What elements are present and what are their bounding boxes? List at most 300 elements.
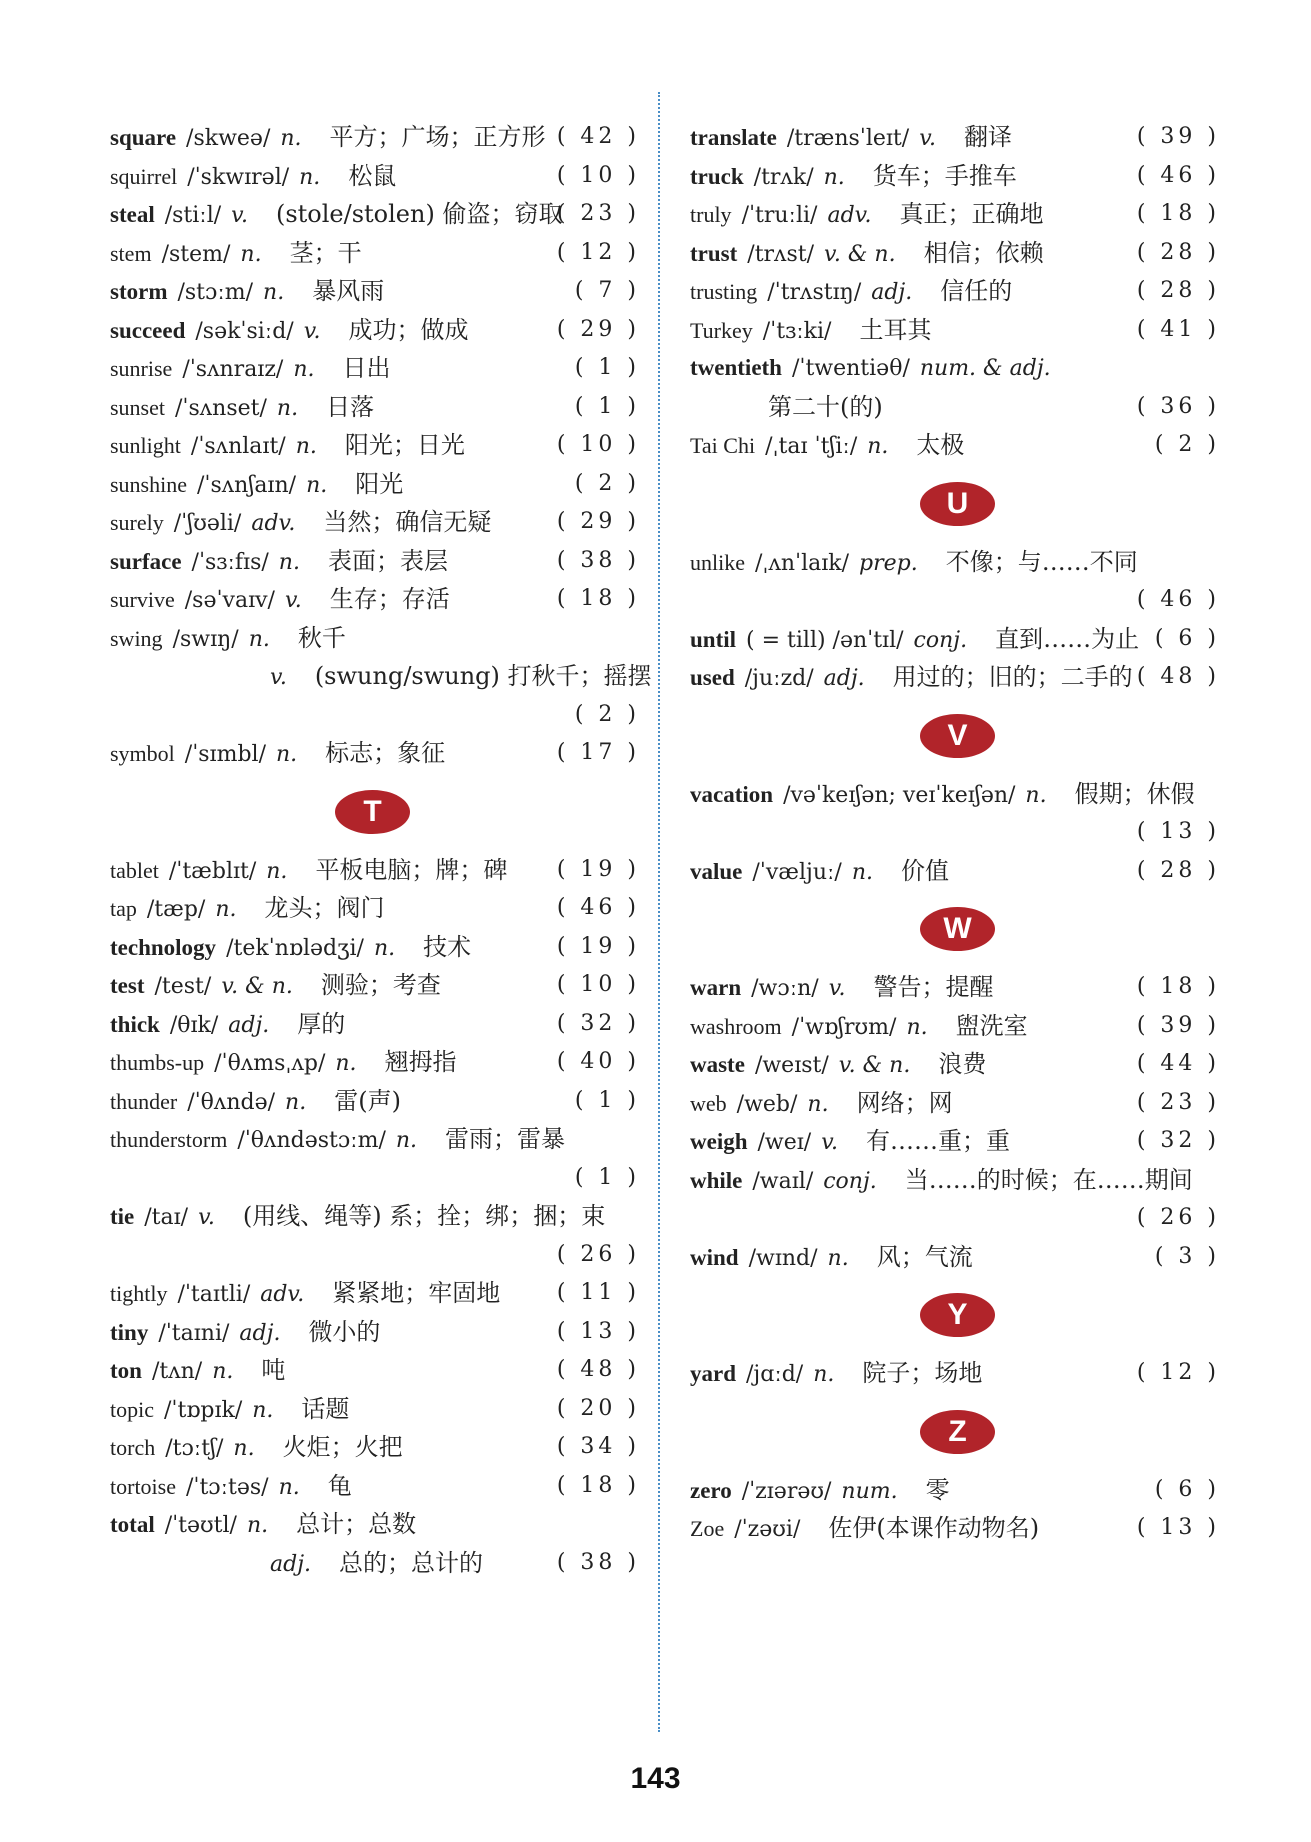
section-letter-badge: Z xyxy=(920,1410,995,1454)
glossary-entry xyxy=(690,1122,1220,1161)
entry-part-of-speech: n. xyxy=(278,1474,300,1500)
entry-word: truly xyxy=(690,202,732,227)
entry-phonetic: /test/ xyxy=(154,974,212,999)
entry-lesson-number: ( 34 ) xyxy=(556,1434,640,1459)
entry-meaning: 假期；休假 xyxy=(1074,779,1195,808)
entry-lesson-number: ( 46 ) xyxy=(1136,587,1220,612)
glossary-entry xyxy=(690,1509,1220,1548)
entry-part-of-speech: n. xyxy=(212,1359,234,1384)
entry-word: truck xyxy=(690,163,744,189)
glossary-entry-continuation xyxy=(110,657,652,696)
entry-phonetic: /ˈsɪmbl/ xyxy=(184,742,266,767)
entry-word: tie xyxy=(110,1204,135,1229)
entry-lesson-number: ( 48 ) xyxy=(556,1357,640,1382)
entry-lesson-number: ( 2 ) xyxy=(574,701,640,727)
glossary-entry xyxy=(110,1313,640,1352)
glossary-entry xyxy=(690,1045,1220,1084)
glossary-entry xyxy=(110,542,640,581)
entry-phonetic: /θɪk/ xyxy=(169,1012,219,1038)
entry-phonetic: /taɪ/ xyxy=(144,1205,189,1230)
entry-word: unlike xyxy=(690,549,745,575)
entry-word: washroom xyxy=(690,1013,782,1039)
entry-meaning: 风；气流 xyxy=(876,1242,973,1271)
entry-part-of-speech: n. xyxy=(280,126,302,151)
entry-phonetic: /swɪŋ/ xyxy=(172,626,239,652)
glossary-entry-continuation xyxy=(110,1236,640,1275)
entry-part-of-speech: n. xyxy=(278,549,300,575)
entry-word: sunset xyxy=(110,394,165,420)
entry-lesson-number: ( 32 ) xyxy=(556,1010,640,1036)
entry-meaning: 暴风雨 xyxy=(312,277,385,305)
entry-word: technology xyxy=(110,934,217,960)
entry-part-of-speech: n. xyxy=(266,858,288,884)
entry-part-of-speech: n. xyxy=(276,395,299,421)
entry-word: steal xyxy=(110,202,155,227)
glossary-entry xyxy=(110,1351,640,1390)
glossary-entry xyxy=(110,1082,640,1121)
entry-word: ton xyxy=(110,1358,142,1383)
entry-meaning: 表面；表层 xyxy=(327,546,448,575)
glossary-entry xyxy=(110,157,640,196)
entry-meaning: 松鼠 xyxy=(348,161,397,190)
glossary-entry xyxy=(110,1467,640,1506)
glossary-entry-continuation xyxy=(110,1544,640,1583)
entry-phonetic: /ˈzɪərəʊ/ xyxy=(741,1478,832,1504)
entry-word: survive xyxy=(110,587,175,612)
entry-meaning: (swung/swung) 打秋千；摇摆 xyxy=(314,662,652,690)
entry-meaning: 相信；依赖 xyxy=(923,238,1044,267)
entry-phonetic: /ˈsʌnset/ xyxy=(175,395,267,421)
entry-phonetic: /səkˈsiːd/ xyxy=(195,318,294,344)
entry-word: trust xyxy=(690,240,738,266)
entry-meaning: 浪费 xyxy=(938,1050,987,1078)
entry-word: wind xyxy=(690,1244,739,1270)
entry-word: value xyxy=(690,858,743,884)
entry-meaning: (stole/stolen) 偷盗；窃取 xyxy=(275,200,563,228)
entry-part-of-speech: n. xyxy=(306,472,328,498)
entry-word: tortoise xyxy=(110,1473,176,1499)
glossary-entry xyxy=(110,426,640,465)
glossary-entry xyxy=(690,311,1220,350)
glossary-entry-continuation xyxy=(110,1159,640,1198)
entry-lesson-number: ( 7 ) xyxy=(574,278,640,303)
glossary-entry xyxy=(690,349,1220,388)
entry-word: thick xyxy=(110,1011,160,1037)
entry-meaning: 阳光 xyxy=(355,469,404,498)
entry-meaning: 有……重；重 xyxy=(866,1127,1011,1155)
entry-phonetic: /tʌn/ xyxy=(151,1359,203,1384)
entry-meaning: 火炬；火把 xyxy=(282,1433,403,1461)
entry-part-of-speech: n. xyxy=(851,859,873,885)
entry-phonetic: /ˈθʌndəstɔːm/ xyxy=(237,1128,386,1153)
entry-part-of-speech: v. xyxy=(919,126,936,151)
entry-word: until xyxy=(690,626,737,652)
entry-word: tiny xyxy=(110,1319,149,1345)
entry-word: torch xyxy=(110,1435,156,1460)
glossary-entry xyxy=(110,580,640,619)
glossary-entry xyxy=(690,852,1220,891)
entry-word: topic xyxy=(110,1396,154,1422)
entry-phonetic: /ˈtruːli/ xyxy=(741,203,818,228)
glossary-entry xyxy=(110,465,640,504)
entry-part-of-speech: n. xyxy=(827,1245,849,1271)
glossary-entry xyxy=(110,195,640,234)
glossary-entry xyxy=(690,157,1220,196)
entry-meaning: 平方；广场；正方形 xyxy=(329,123,546,151)
entry-lesson-number: ( 1 ) xyxy=(574,393,640,419)
glossary-entry-continuation xyxy=(690,1199,1220,1238)
entry-meaning: 用过的；旧的；二手的 xyxy=(892,663,1133,691)
glossary-entry xyxy=(110,272,640,311)
glossary-entry xyxy=(690,1354,1220,1393)
entry-meaning: 紧紧地；牢固地 xyxy=(332,1279,501,1307)
entry-meaning: 院子；场地 xyxy=(862,1359,983,1387)
entry-part-of-speech: n. xyxy=(823,164,845,190)
entry-part-of-speech: n. xyxy=(395,1128,418,1153)
glossary-entry xyxy=(690,118,1220,157)
entry-lesson-number: ( 26 ) xyxy=(1136,1205,1220,1230)
entry-word: square xyxy=(110,125,177,150)
glossary-entry xyxy=(690,1238,1220,1277)
entry-meaning: 茎；干 xyxy=(289,238,362,267)
entry-lesson-number: ( 26 ) xyxy=(556,1241,640,1267)
entry-phonetic: /skweə/ xyxy=(186,126,271,151)
entry-part-of-speech: num. & adj. xyxy=(919,356,1051,381)
left-column xyxy=(110,118,652,1582)
entry-part-of-speech: adj. xyxy=(228,1012,270,1038)
glossary-entry xyxy=(110,851,640,890)
glossary-entry xyxy=(110,1274,640,1313)
entry-meaning: 总的；总计的 xyxy=(339,1548,484,1577)
section-letter-badge: U xyxy=(920,482,995,526)
glossary-entry xyxy=(110,388,640,427)
entry-word: storm xyxy=(110,279,168,304)
entry-word: Turkey xyxy=(690,317,753,343)
entry-phonetic: /waɪl/ xyxy=(752,1168,814,1194)
entry-lesson-number: ( 6 ) xyxy=(1154,1476,1220,1502)
entry-lesson-number: ( 1 ) xyxy=(574,1087,640,1113)
entry-part-of-speech: n. xyxy=(299,164,321,190)
entry-part-of-speech: n. xyxy=(295,434,317,459)
entry-phonetic: /ˈθʌndə/ xyxy=(187,1089,276,1115)
entry-word: web xyxy=(690,1090,727,1116)
entry-meaning: 货车；手推车 xyxy=(872,161,1017,190)
entry-part-of-speech: adv. xyxy=(260,1282,305,1307)
entry-meaning: 信任的 xyxy=(940,277,1013,305)
entry-meaning: 日落 xyxy=(326,392,375,421)
glossary-entry xyxy=(690,1471,1220,1510)
entry-lesson-number: ( 11 ) xyxy=(556,1280,640,1305)
section-header xyxy=(110,773,640,851)
glossary-entry xyxy=(690,1084,1220,1123)
entry-phonetic: /ˈtaɪtli/ xyxy=(177,1282,251,1307)
entry-lesson-number: ( 18 ) xyxy=(1136,201,1220,226)
entry-phonetic: /ˈtɜːki/ xyxy=(762,318,832,344)
entry-meaning: 吨 xyxy=(261,1356,286,1384)
entry-lesson-number: ( 13 ) xyxy=(556,1318,640,1344)
entry-phonetic: /juːzd/ xyxy=(744,666,814,691)
glossary-entry xyxy=(690,543,1220,582)
entry-part-of-speech: n. xyxy=(248,626,270,652)
entry-phonetic: /trʌst/ xyxy=(747,241,815,267)
glossary-entry xyxy=(110,234,640,273)
entry-part-of-speech: conj. xyxy=(823,1168,877,1194)
entry-lesson-number: ( 28 ) xyxy=(1136,239,1220,265)
entry-phonetic: /ˈvæljuː/ xyxy=(752,859,842,885)
entry-word: test xyxy=(110,973,145,998)
entry-meaning: 微小的 xyxy=(308,1317,381,1346)
glossary-entry xyxy=(110,1390,640,1429)
glossary-entry xyxy=(690,658,1220,697)
entry-word: twentieth xyxy=(690,355,782,380)
entry-meaning: 厚的 xyxy=(297,1009,346,1038)
entry-meaning: 龟 xyxy=(327,1471,352,1500)
entry-phonetic: /ˈtrʌstɪŋ/ xyxy=(767,280,862,305)
glossary-entry xyxy=(110,966,640,1005)
glossary-entry xyxy=(110,1428,640,1467)
entry-phonetic: /stɔːm/ xyxy=(177,280,254,305)
entry-lesson-number: ( 6 ) xyxy=(1154,625,1220,651)
entry-phonetic: /ˈtəʊtl/ xyxy=(164,1513,237,1538)
entry-word: squirrel xyxy=(110,163,178,189)
entry-phonetic: /tekˈnɒlədʒi/ xyxy=(226,935,364,961)
entry-phonetic: /tæp/ xyxy=(146,897,206,922)
entry-lesson-number: ( 39 ) xyxy=(1136,1012,1220,1038)
entry-part-of-speech: adj. xyxy=(239,1320,281,1346)
glossary-entry xyxy=(110,619,640,658)
glossary-entry xyxy=(690,1161,1220,1200)
entry-lesson-number: ( 10 ) xyxy=(556,972,640,997)
entry-meaning: 当然；确信无疑 xyxy=(323,508,492,536)
glossary-entry xyxy=(110,928,640,967)
glossary-entry xyxy=(110,1005,640,1044)
entry-word: trusting xyxy=(690,279,758,304)
entry-word: translate xyxy=(690,125,777,150)
entry-part-of-speech: n. xyxy=(275,742,298,767)
section-header xyxy=(690,465,1220,543)
entry-word: sunlight xyxy=(110,433,181,458)
entry-part-of-speech: n. xyxy=(240,241,262,267)
entry-part-of-speech: n. xyxy=(252,1397,274,1423)
entry-word: total xyxy=(110,1512,155,1537)
entry-lesson-number: ( 12 ) xyxy=(556,239,640,265)
entry-lesson-number: ( 3 ) xyxy=(1154,1243,1220,1269)
entry-lesson-number: ( 19 ) xyxy=(556,933,640,959)
entry-meaning: 零 xyxy=(925,1475,950,1504)
entry-part-of-speech: v. xyxy=(303,318,321,344)
entry-phonetic: /ˈsɜːfɪs/ xyxy=(191,549,269,575)
entry-lesson-number: ( 44 ) xyxy=(1136,1051,1220,1076)
entry-word: succeed xyxy=(110,317,186,343)
entry-phonetic: /wɔːn/ xyxy=(751,976,819,1001)
glossary-entry xyxy=(690,272,1220,311)
glossary-entry xyxy=(110,311,640,350)
entry-meaning: 警告；提醒 xyxy=(873,973,994,1001)
entry-meaning: 翘拇指 xyxy=(384,1048,457,1076)
entry-lesson-number: ( 28 ) xyxy=(1136,278,1220,303)
entry-lesson-number: ( 13 ) xyxy=(1136,1515,1220,1540)
entry-lesson-number: ( 1 ) xyxy=(574,1164,640,1190)
entry-phonetic: /səˈvaɪv/ xyxy=(184,588,275,613)
entry-part-of-speech: adj. xyxy=(871,280,913,305)
entry-phonetic: /ˈʃʊəli/ xyxy=(173,511,242,536)
entry-meaning: 直到……为止 xyxy=(995,624,1140,653)
entry-phonetic: /ˈsʌnraɪz/ xyxy=(182,357,284,382)
entry-meaning: 第二十(的) xyxy=(768,392,883,421)
entry-word: sunshine xyxy=(110,471,187,497)
glossary-entry xyxy=(690,234,1220,273)
entry-part-of-speech: adv. xyxy=(827,203,872,228)
glossary-entry xyxy=(110,503,640,542)
entry-part-of-speech: v. xyxy=(198,1205,215,1230)
entry-part-of-speech: v. & n. xyxy=(221,974,293,999)
entry-meaning: 秋千 xyxy=(297,623,346,652)
entry-phonetic: /ˌtaɪ ˈtʃiː/ xyxy=(765,434,858,459)
entry-part-of-speech: n. xyxy=(1025,782,1047,808)
entry-meaning: 技术 xyxy=(423,932,472,961)
entry-phonetic: /ˈwɒʃrʊm/ xyxy=(791,1014,897,1040)
entry-lesson-number: ( 20 ) xyxy=(556,1395,640,1421)
glossary-entry xyxy=(110,889,640,928)
page-number: 143 xyxy=(630,1762,681,1795)
entry-phonetic: /ˈzəʊi/ xyxy=(734,1517,801,1542)
entry-lesson-number: ( 38 ) xyxy=(556,1549,640,1575)
entry-part-of-speech: n. xyxy=(906,1014,928,1040)
entry-part-of-speech: n. xyxy=(285,1089,307,1115)
entry-phonetic: /trʌk/ xyxy=(753,164,814,190)
entry-lesson-number: ( 18 ) xyxy=(556,586,640,611)
entry-phonetic: /ˈtɔːtəs/ xyxy=(186,1474,269,1500)
entry-word: thunderstorm xyxy=(110,1127,228,1152)
entry-part-of-speech: v. xyxy=(284,588,302,613)
entry-phonetic: /ˌʌnˈlaɪk/ xyxy=(755,550,850,576)
entry-word: yard xyxy=(690,1361,736,1386)
glossary-entry xyxy=(690,775,1220,814)
entry-meaning: 雷雨；雷暴 xyxy=(445,1125,566,1153)
entry-meaning: 当……的时候；在……期间 xyxy=(904,1165,1193,1194)
glossary-entry xyxy=(690,426,1220,465)
entry-lesson-number: ( 46 ) xyxy=(556,895,640,920)
entry-meaning: 龙头；阀门 xyxy=(264,894,385,922)
entry-phonetic: /wɪnd/ xyxy=(748,1245,818,1271)
glossary-entry xyxy=(110,1120,640,1159)
entry-phonetic: /ˈskwɪrəl/ xyxy=(187,164,290,190)
entry-word: Zoe xyxy=(690,1516,725,1541)
entry-part-of-speech: adv. xyxy=(251,511,296,536)
entry-part-of-speech: prep. xyxy=(859,550,918,576)
glossary-entry-continuation xyxy=(690,388,1220,427)
entry-word: surely xyxy=(110,510,164,535)
entry-meaning: 日出 xyxy=(342,354,391,382)
entry-part-of-speech: adj. xyxy=(270,1551,312,1577)
entry-meaning: 土耳其 xyxy=(859,315,932,344)
entry-word: sunrise xyxy=(110,356,173,381)
entry-word: tablet xyxy=(110,857,159,883)
entry-meaning: 生存；存活 xyxy=(329,585,450,613)
entry-lesson-number: ( 29 ) xyxy=(556,509,640,534)
entry-part-of-speech: v. xyxy=(270,665,287,690)
entry-word: waste xyxy=(690,1052,745,1077)
entry-part-of-speech: v. & n. xyxy=(838,1053,911,1078)
glossary-entry xyxy=(690,195,1220,234)
entry-word: while xyxy=(690,1167,743,1193)
entry-word: weigh xyxy=(690,1129,748,1154)
glossary-entry-continuation xyxy=(690,581,1220,620)
entry-phonetic: /tɔːtʃ/ xyxy=(165,1436,224,1461)
entry-phonetic: /vəˈkeɪʃən; veɪˈkeɪʃən/ xyxy=(783,782,1016,808)
entry-phonetic: /ˈtɒpɪk/ xyxy=(164,1397,243,1423)
entry-meaning: 平板电脑；牌；碑 xyxy=(315,855,508,884)
entry-part-of-speech: v. & n. xyxy=(824,241,896,267)
entry-lesson-number: ( 2 ) xyxy=(1154,432,1220,457)
entry-part-of-speech: n. xyxy=(335,1051,357,1076)
entry-word: symbol xyxy=(110,741,175,766)
entry-meaning: 价值 xyxy=(900,856,949,885)
right-column xyxy=(690,118,1220,1548)
entry-word: warn xyxy=(690,975,742,1000)
entry-lesson-number: ( 12 ) xyxy=(1136,1360,1220,1385)
entry-part-of-speech: v. xyxy=(821,1130,839,1155)
section-header xyxy=(690,890,1220,968)
entry-meaning: 太极 xyxy=(916,431,965,459)
section-header xyxy=(690,1393,1220,1471)
entry-lesson-number: ( 10 ) xyxy=(556,162,640,188)
entry-word: tightly xyxy=(110,1281,168,1306)
glossary-entry xyxy=(110,1505,640,1544)
glossary-entry xyxy=(110,118,640,157)
section-letter-badge: T xyxy=(335,790,410,834)
entry-meaning: 佐伊(本课作动物名) xyxy=(828,1514,1040,1542)
glossary-entry xyxy=(690,1007,1220,1046)
entry-meaning: 真正；正确地 xyxy=(899,200,1044,228)
entry-part-of-speech: n. xyxy=(215,897,237,922)
entry-phonetic: /web/ xyxy=(736,1091,798,1117)
entry-word: swing xyxy=(110,625,163,651)
entry-lesson-number: ( 36 ) xyxy=(1136,393,1220,419)
entry-phonetic: /stiːl/ xyxy=(164,203,222,228)
glossary-entry xyxy=(110,1043,640,1082)
entry-lesson-number: ( 28 ) xyxy=(1136,857,1220,883)
entry-meaning: 盥洗室 xyxy=(955,1011,1028,1040)
entry-phonetic: /ˈθʌmsˌʌp/ xyxy=(214,1051,326,1076)
entry-lesson-number: ( 17 ) xyxy=(556,740,640,765)
entry-meaning: 网络；网 xyxy=(856,1088,953,1117)
entry-word: used xyxy=(690,665,735,690)
entry-word: tap xyxy=(110,896,137,921)
entry-lesson-number: ( 32 ) xyxy=(1136,1128,1220,1153)
entry-lesson-number: ( 23 ) xyxy=(556,201,640,226)
entry-meaning: 话题 xyxy=(301,1394,350,1423)
entry-part-of-speech: n. xyxy=(807,1091,829,1117)
entry-lesson-number: ( 10 ) xyxy=(556,432,640,457)
entry-part-of-speech: n. xyxy=(246,1513,269,1538)
entry-phonetic: /ˈtwentiəθ/ xyxy=(791,356,910,381)
glossary-entry xyxy=(690,620,1220,659)
entry-phonetic: /stem/ xyxy=(161,241,231,267)
glossary-entry xyxy=(110,734,640,773)
section-letter-badge: V xyxy=(920,714,995,758)
glossary-entry-continuation xyxy=(690,813,1220,852)
entry-lesson-number: ( 23 ) xyxy=(1136,1089,1220,1115)
glossary-entry xyxy=(110,349,640,388)
entry-part-of-speech: v. xyxy=(828,976,846,1001)
entry-phonetic: /ˈtaɪni/ xyxy=(158,1320,230,1346)
entry-word: vacation xyxy=(690,781,774,807)
entry-word: Tai Chi xyxy=(690,433,756,458)
glossary-entry-continuation xyxy=(110,696,640,735)
entry-part-of-speech: v. xyxy=(231,203,248,228)
entry-phonetic: /weɪ/ xyxy=(757,1130,812,1155)
